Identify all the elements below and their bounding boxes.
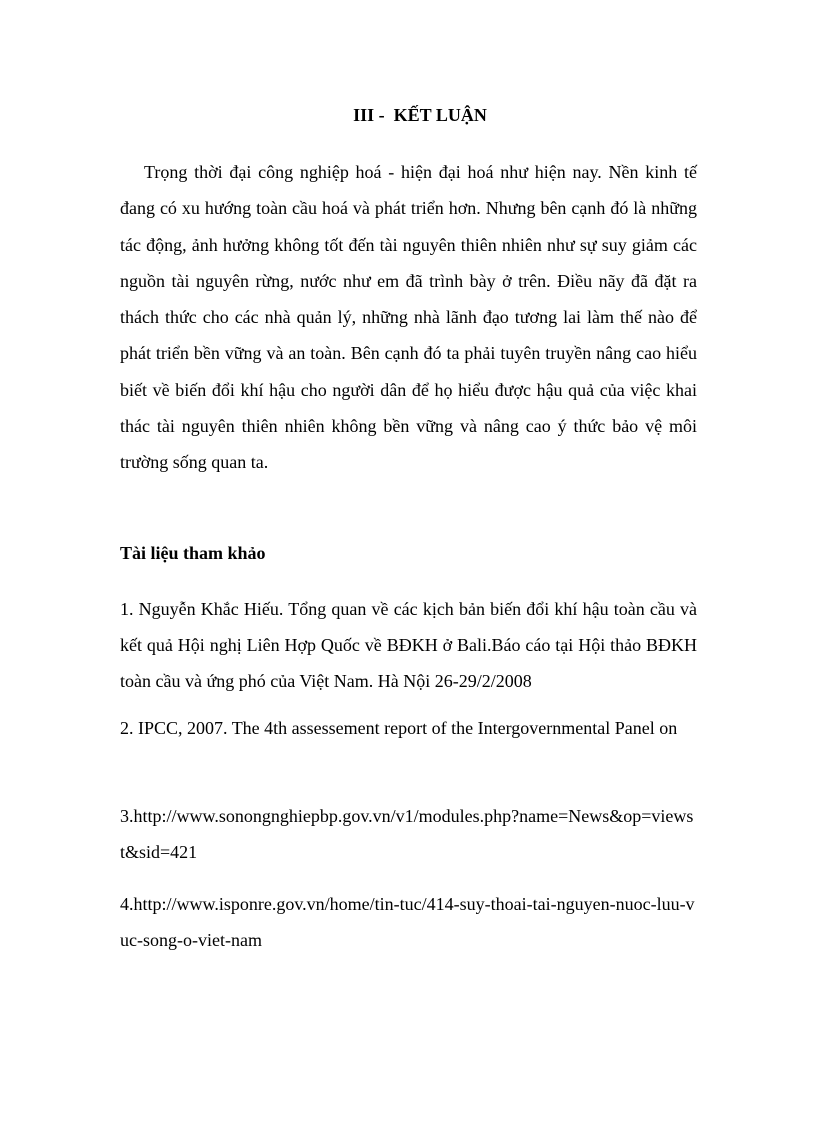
reference-item-3: 3.http://www.sonongnghiepbp.gov.vn/v1/modules.php?name=News&op=viewst&sid=421 xyxy=(120,806,694,862)
reference-item-1: 1. Nguyễn Khắc Hiếu. Tổng quan về các kịch bản biến đổi khí hậu toàn cầu và kết quả Hội nghị Liên Hợp Quốc về BĐKH ở Bali.Báo cáo tại Hội thảo BĐKH toàn cầu và ứng phó của Việt Nam. Hà Nội 26-29/2/2008 xyxy=(120,599,697,691)
section-heading: III - KẾT LUẬN xyxy=(353,105,487,125)
reference-item-4: 4.http://www.isponre.gov.vn/home/tin-tuc/414-suy-thoai-tai-nguyen-nuoc-luu-vuc-song-o-viet-nam xyxy=(120,894,695,950)
reference-item-2: 2. IPCC, 2007. The 4th assessement report of the Intergovernmental Panel on xyxy=(120,718,678,738)
conclusion-paragraph: Trọng thời đại công nghiệp hoá - hiện đại hoá như hiện nay. Nền kinh tế đang có xu hướng toàn cầu hoá và phát triển hơn. Nhưng bên cạnh đó là những tác động, ảnh hưởng không tốt đến tài nguyên thiên nhiên như sự suy giảm các nguồn tài nguyên rừng, nước như em đã trình bày ở trên. Điều nãy đã đặt ra thách thức cho các nhà quản lý, những nhà lãnh đạo tương lai làm thế nào để phát triển bền vững và an toàn. Bên cạnh đó ta phải tuyên truyền nâng cao hiểu biết về biến đổi khí hậu cho người dân để họ hiểu được hậu quả của việc khai thác tài nguyên thiên nhiên không bền vững và nâng cao ý thức bảo vệ môi trường sống quan ta. xyxy=(120,162,697,473)
references-title: Tài liệu tham khảo xyxy=(120,543,266,563)
